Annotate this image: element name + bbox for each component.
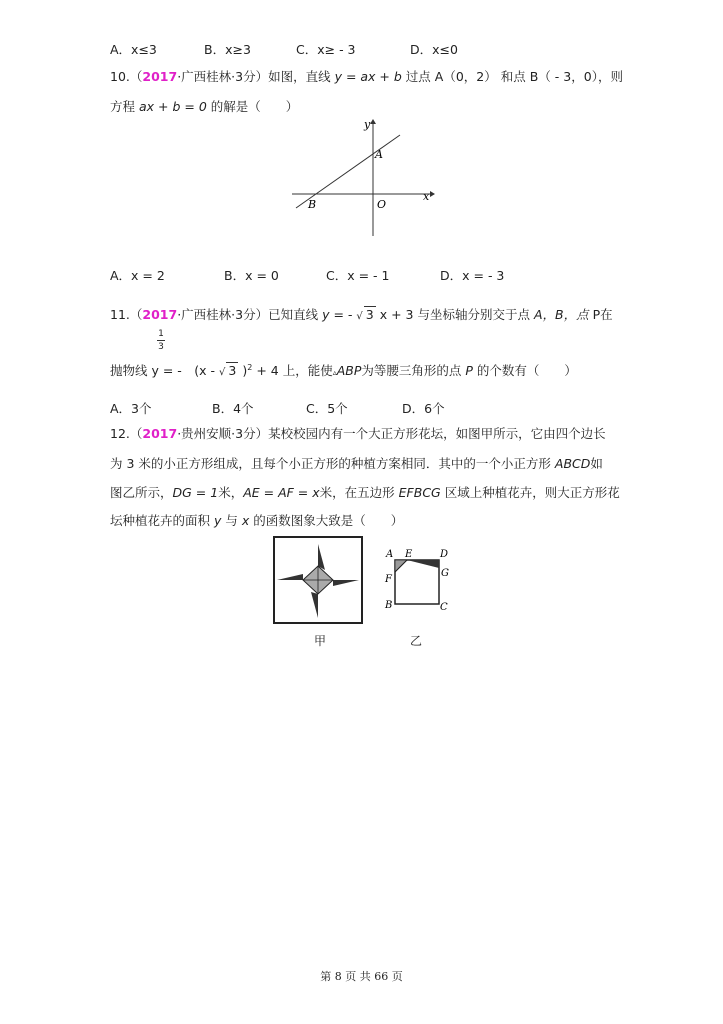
q11-line2-b: ) <box>242 363 248 378</box>
q12-figure-jia-label: 甲 <box>314 634 327 648</box>
q12-line3-a: 图乙所示， <box>110 485 173 500</box>
q12-figure-yi-label: 乙 <box>410 634 423 648</box>
q12-line3 <box>110 483 620 501</box>
q10-year: 2017 <box>142 69 178 84</box>
q10-line2-expr: ax + b = 0 <box>139 99 207 114</box>
q12-fig-label-d: D <box>440 549 449 560</box>
q12-fig-label-c: C <box>440 602 448 613</box>
q11-line1: 11.（2017·广西桂林·3分）已知直线 y = - √ 3 x + 3 与坐标轴分别交于点 A，B，点 P在 <box>110 307 613 322</box>
q10-option-a: A．x = 2 <box>110 268 165 283</box>
q12-number: 12.（ <box>110 426 143 441</box>
q11-sqrt: 3 <box>365 307 374 322</box>
q11-points: A，B，点 <box>533 307 589 322</box>
q9-option-b: B．x≥3 <box>204 42 251 57</box>
q11-source: ·广西桂林·3分）已知直线 <box>177 307 319 322</box>
q11-expr-a: y = - <box>322 307 353 322</box>
q11-year: 2017 <box>142 307 178 322</box>
page-footer: 第 8 页 共 66 页 <box>320 970 403 983</box>
q10-graph-o-label: O <box>377 198 387 211</box>
q12-line4 <box>110 511 403 529</box>
q12-line4-c: 的函数图象大致是（ ） <box>253 513 404 528</box>
q11-point-p: P在 <box>592 307 613 322</box>
q12-figure-yi <box>383 546 453 616</box>
q10-line1 <box>110 67 623 85</box>
q9-option-d: D．x≤0 <box>410 42 458 57</box>
q10-line2-a: 方程 <box>110 99 136 114</box>
q10-line2-b: 的解是（ ） <box>210 99 299 114</box>
q11-option-c: C．5个 <box>306 401 348 416</box>
q12-line1 <box>110 424 606 442</box>
q12-fig-label-f: F <box>385 574 392 585</box>
q11-fraction <box>157 329 165 352</box>
q12-line4-a: 坛种植花卉的面积 <box>110 513 211 528</box>
q10-graph <box>288 118 438 238</box>
q10-graph-a-label: A <box>375 148 383 161</box>
q11-line2-d: 为等腰三角形的点 <box>361 363 462 378</box>
q12-line3-efbcg: EFBCG <box>398 485 441 500</box>
q11-expr-b: x + 3 与坐标轴分别交于点 <box>379 307 530 322</box>
q10-option-d: D．x = - 3 <box>440 268 505 283</box>
q9-option-a: A．x≤3 <box>110 42 157 57</box>
q11-line2: 抛物线 y = - (x - √ 3 )$^2$ + 4 上，能使▵ABP为等腰三角形的点 P 的个数有（ ） <box>110 362 577 378</box>
q12-line2-abcd: ABCD <box>554 456 591 471</box>
q10-option-c: C．x = - 1 <box>326 268 390 283</box>
q12-fig-label-b: B <box>385 600 393 611</box>
q11-line2-e: 的个数有（ ） <box>476 363 577 378</box>
q11-line2-p: P <box>465 363 473 378</box>
q10-line2 <box>110 97 298 115</box>
q10-graph-y-label: y <box>364 118 371 131</box>
q12-figure-jia <box>273 536 363 624</box>
q11-option-d: D．6个 <box>402 401 445 416</box>
q10-option-b: B．x = 0 <box>224 268 279 283</box>
q11-number: 11.（ <box>110 307 143 322</box>
q11-line2-sup: 2 <box>247 362 253 372</box>
q10-graph-b-label: B <box>308 198 317 211</box>
q12-source: ·贵州安顺·3分）某校校园内有一个大正方形花坛，如图甲所示，它由四个边长 <box>177 426 606 441</box>
q12-line4-x: x <box>241 513 250 528</box>
q11-option-b: B．4个 <box>212 401 254 416</box>
q12-line4-b: 与 <box>225 513 238 528</box>
q10-point-b: B（ - 3，0），则 <box>529 69 623 84</box>
q10-text3: 和点 <box>500 69 526 84</box>
q12-fig-label-g: G <box>441 568 449 579</box>
q10-expr: y = ax + b <box>334 69 402 84</box>
q12-line3-ae: AE = AF = x <box>243 485 320 500</box>
q10-text2: 过点 <box>405 69 431 84</box>
q11-line2-sqrt: 3 <box>228 363 237 378</box>
q11-line2-a: 抛物线 y = - (x - <box>110 363 216 378</box>
q10-source: ·广西桂林·3分）如图，直线 <box>177 69 331 84</box>
q10-graph-x-label: x <box>423 190 430 203</box>
q12-line2 <box>110 454 603 472</box>
q12-fig-label-a: A <box>386 549 394 560</box>
q12-line3-c: 米，在五边形 <box>319 485 395 500</box>
q11-option-a: A．3个 <box>110 401 152 416</box>
q12-fig-label-e: E <box>405 549 413 560</box>
q12-year: 2017 <box>142 426 178 441</box>
q12-line2: 为 3 米的小正方形组成，且每个小正方形的种植方案相同．其中的一个小正方形 <box>110 456 551 471</box>
q11-frac-num: 1 <box>158 329 164 339</box>
q11-line2-c: + 4 上，能使 <box>256 363 333 378</box>
q12-line3-d: 区域上种植花卉，则大正方形花 <box>444 485 620 500</box>
q11-frac-den: 3 <box>158 342 164 352</box>
q11-triangle-symbol: ▵ <box>332 368 337 377</box>
q10-number: 10.（ <box>110 69 143 84</box>
q11-abp: ABP <box>336 363 362 378</box>
q12-line3-b: 米， <box>218 485 244 500</box>
q12-line4-y: y <box>214 513 222 528</box>
q12-line3-dg: DG = 1 <box>172 485 219 500</box>
q9-option-c: C．x≥ - 3 <box>296 42 356 57</box>
q12-line2-end: 如 <box>590 456 603 471</box>
q10-point-a: A（0，2） <box>434 69 497 84</box>
